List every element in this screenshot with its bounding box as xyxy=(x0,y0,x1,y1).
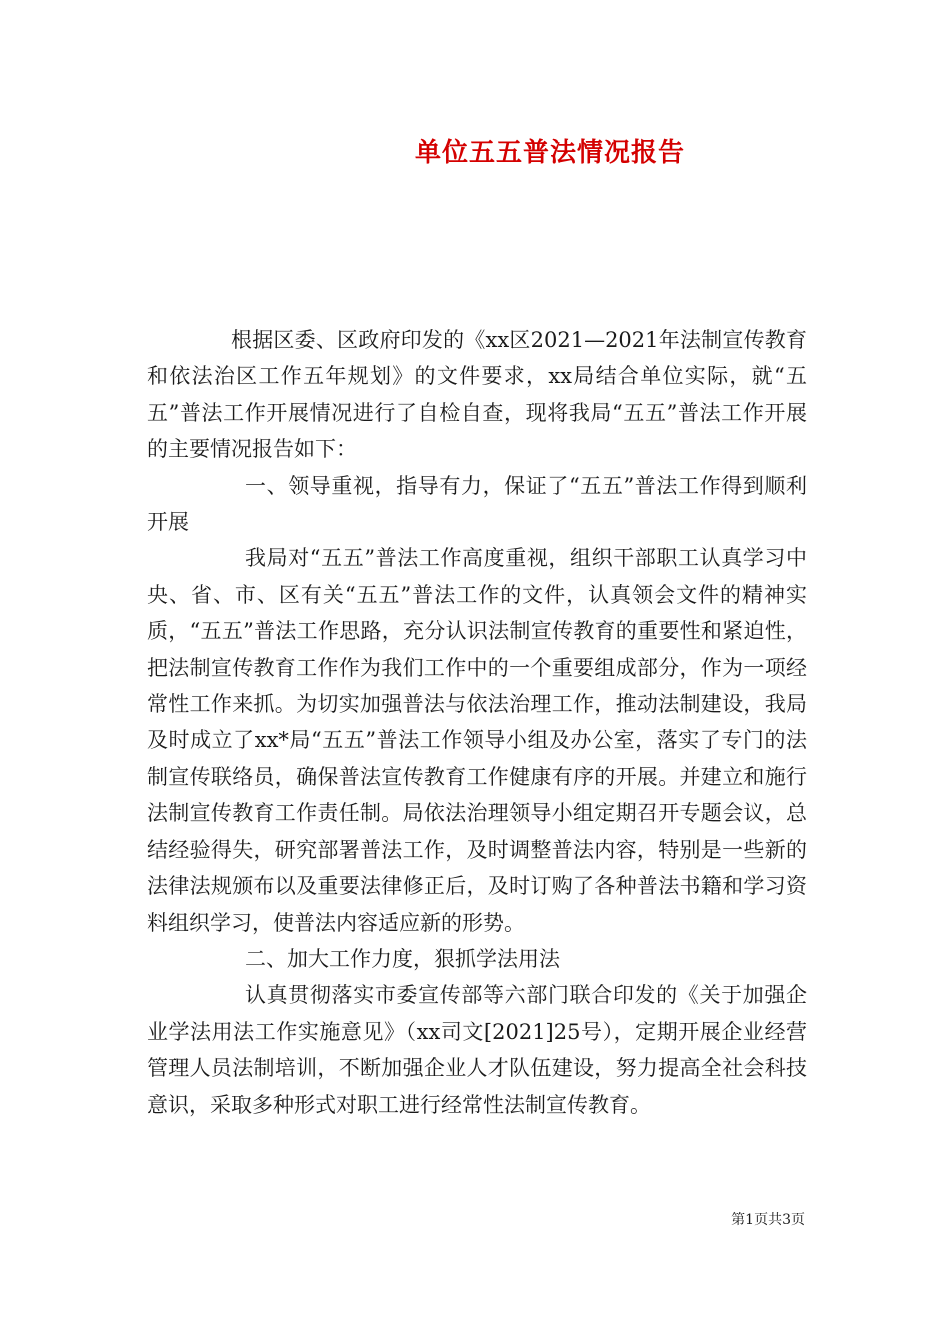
section-heading-2: 二、加大工作力度，狠抓学法用法 xyxy=(245,946,560,971)
paragraph-intro: 根据区委、区政府印发的《xx区2021—2021年法制宣传教育和依法治区工作五年规划》的文件要求，xx局结合单位实际，就“五五”普法工作开展情况进行了自检自查，现将我局“五五”普法工作开展的主要情况报告如下： xyxy=(147,328,807,462)
paragraph-section-1: 我局对“五五”普法工作高度重视，组织干部职工认真学习中央、省、市、区有关“五五”普法工作的文件，认真领会文件的精神实质，“五五”普法工作思路，充分认识法制宣传教育的重要性和紧迫性，把法制宣传教育工作作为我们工作中的一个重要组成部分，作为一项经常性工作来抓。为切实加强普法与依法治理工作，推动法制建设，我局及时成立了xx*局“五五”普法工作领导小组及办公室，落实了专门的法制宣传联络员，确保普法宣传教育工作健康有序的开展。并建立和施行法制宣传教育工作责任制。局依法治理领导小组定期召开专题会议，总结经验得失，研究部署普法工作，及时调整普法内容，特别是一些新的法律法规颁布以及重要法律修正后，及时订购了各种普法书籍和学习资料组织学习，使普法内容适应新的形势。 xyxy=(147,546,807,935)
paragraph-section-2: 认真贯彻落实市委宣传部等六部门联合印发的《关于加强企业学法用法工作实施意见》（xx司文[2021]25号），定期开展企业经营管理人员法制培训，不断加强企业人才队伍建设，努力提高全社会科技意识，采取多种形式对职工进行经常性法制宣传教育。 xyxy=(147,983,807,1117)
document-body xyxy=(147,322,807,1123)
page-number: 第1页共3页 xyxy=(731,1212,805,1228)
document-title: 单位五五普法情况报告 xyxy=(414,138,685,168)
section-heading-1: 一、领导重视，指导有力，保证了“五五”普法工作得到顺利开展 xyxy=(147,473,807,535)
